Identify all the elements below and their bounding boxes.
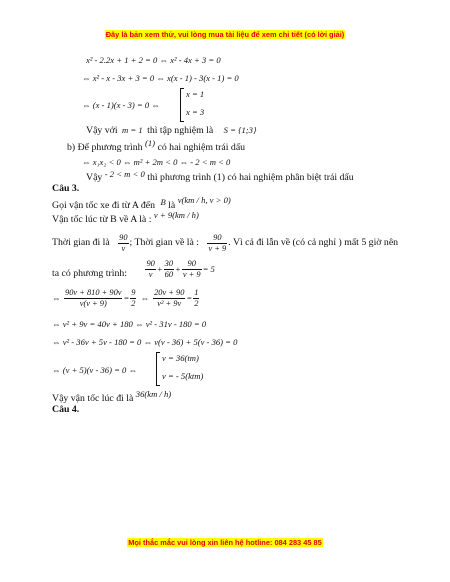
- frac-num: 9: [131, 287, 136, 297]
- intro-velocity: [52, 195, 231, 212]
- frac-90-over-v-plus-9: [182, 259, 202, 280]
- text-vay-voi: Vậy với: [86, 125, 118, 136]
- frac-den: 2: [194, 298, 199, 308]
- equiv-sign: ⇔: [140, 293, 150, 303]
- frac-den: v + 9: [208, 243, 227, 253]
- case-bracket-x: [180, 88, 184, 122]
- math-m-equals-1: m = 1: [122, 125, 143, 135]
- frac-num: 90: [119, 232, 128, 242]
- text-hai-nghiem-trai-dau: có hai nghiệm trái dấu: [157, 142, 246, 153]
- text-part-b: b) Để phương trình: [67, 142, 143, 153]
- heading-cau-3: Câu 3.: [52, 183, 80, 194]
- math-point-b: B: [160, 197, 166, 207]
- frac-den: v(v + 9): [79, 298, 107, 308]
- equals-sign: =: [186, 293, 193, 303]
- frac-simplified: [153, 288, 185, 309]
- part-b-heading: [67, 138, 246, 154]
- equiv-sign: ⇔: [52, 293, 61, 303]
- text-vi-ca-di-lan-ve: . Vì cả đi lẫn về (có cả nghỉ ) mất 5 giờ nên: [228, 237, 399, 248]
- final-answer: [52, 388, 172, 404]
- plus-sign: +: [175, 264, 181, 274]
- case-x1: x = 1: [186, 89, 205, 99]
- frac-90-over-v-plus-9: [207, 233, 227, 254]
- text-thoi-gian-di: Thời gian đi là: [52, 237, 110, 248]
- frac-num: 90: [207, 233, 227, 244]
- text-van-toc-luc-di: Vậy vận tốc lúc đi là: [52, 393, 134, 404]
- preview-banner-text: Đây là bản xem thử, vui lòng mua tài liệu để xem chi tiết (có lời giải): [105, 30, 345, 39]
- eq-line-2: ⇔ x² - x - 3x + 3 = 0 ⇔ x(x - 1) - 3(x - 1) = 0: [82, 73, 239, 83]
- frac-num: 20v + 90: [154, 287, 185, 297]
- frac-9-over-2: [130, 288, 136, 309]
- frac-90-over-v: [145, 259, 155, 280]
- math-m-range: - 2 < m < 0: [104, 169, 145, 179]
- text-tap-nghiem: thì tập nghiệm là: [147, 125, 214, 136]
- case-v36: v = 36(tm): [162, 353, 199, 363]
- text-van-toc-luc-ve: Vận tốc lúc từ B về A là :: [52, 214, 152, 225]
- plus-sign: +: [156, 264, 163, 274]
- text-thoi-gian-ve: ; Thời gian về là :: [129, 237, 200, 248]
- math-final-velocity: 36(km / h): [135, 389, 172, 399]
- frac-den: 2: [131, 298, 136, 308]
- math-velocity-def: v(km / h, v > 0): [177, 195, 231, 205]
- equals-5: = 5: [202, 264, 215, 274]
- equals-sign: =: [123, 293, 130, 303]
- text-goi-van-toc: Gọi vận tốc xe đi từ A đến: [52, 200, 155, 211]
- frac-90-over-v: [118, 233, 128, 254]
- case-bracket-v: [156, 352, 160, 386]
- frac-1-over-2: [193, 288, 199, 309]
- equation-setup-line: [52, 258, 215, 280]
- equation-combined-line: [52, 286, 200, 310]
- preview-banner: [0, 30, 450, 39]
- case-x3: x = 3: [186, 107, 205, 117]
- hotline-footer: [0, 538, 450, 547]
- math-solution-set: S = {1;3}: [223, 125, 257, 135]
- eq-line-13: ⇔ v² + 9v = 40v + 180 ⇔ v² - 31v - 180 = 0: [52, 319, 207, 329]
- text-ta-co-phuong-trinh: ta có phương trình:: [52, 268, 127, 279]
- text-part-b-conclusion: thì phương trình (1) có hai nghiệm phân biệt trái dấu: [147, 172, 354, 183]
- conclusion-m1: [86, 124, 256, 137]
- heading-cau-4: Câu 4.: [52, 404, 80, 415]
- frac-den: v: [121, 243, 126, 253]
- return-velocity: [52, 210, 199, 226]
- frac-30-over-60: [164, 259, 174, 280]
- eq-line-15: ⇔ (v + 5)(v - 36) = 0 ⇔: [52, 365, 138, 375]
- text-la: là: [168, 200, 176, 211]
- frac-den: 60: [164, 269, 173, 279]
- eq-line-3: ⇔ (x - 1)(x - 3) = 0 ⇔: [82, 100, 160, 110]
- eq-line-6: ⇔ x₁x₂ < 0 ⇔ m² + 2m < 0 ⇔ - 2 < m < 0: [82, 157, 231, 167]
- hotline-text: Mọi thắc mắc vui lòng xin liên hệ hotline: 084 283 45 85: [128, 538, 322, 547]
- math-eq-ref-1: (1): [144, 138, 156, 148]
- frac-num: 90: [182, 259, 202, 270]
- frac-combined: [64, 288, 122, 309]
- frac-num: 30: [164, 258, 173, 268]
- frac-den: v: [148, 269, 153, 279]
- eq-line-14: ⇔ v² - 36v + 5v - 180 = 0 ⇔ v(v - 36) + 5(v - 36) = 0: [52, 337, 238, 347]
- frac-den: v² + 9v: [157, 298, 182, 308]
- time-line: [52, 232, 398, 254]
- conclusion-part-b: [86, 171, 354, 184]
- frac-num: 90: [146, 258, 155, 268]
- frac-num: 90v + 810 + 90v: [65, 287, 122, 297]
- frac-den: v + 9: [182, 269, 201, 279]
- case-v-minus-5: v = - 5(ktm): [162, 371, 204, 381]
- math-return-velocity: v + 9(km / h): [153, 210, 199, 220]
- eq-line-1: x² - 2.2x + 1 + 2 = 0 ⇔ x² - 4x + 3 = 0: [86, 55, 221, 65]
- text-vay: Vậy: [86, 172, 103, 183]
- frac-num: 1: [194, 287, 199, 297]
